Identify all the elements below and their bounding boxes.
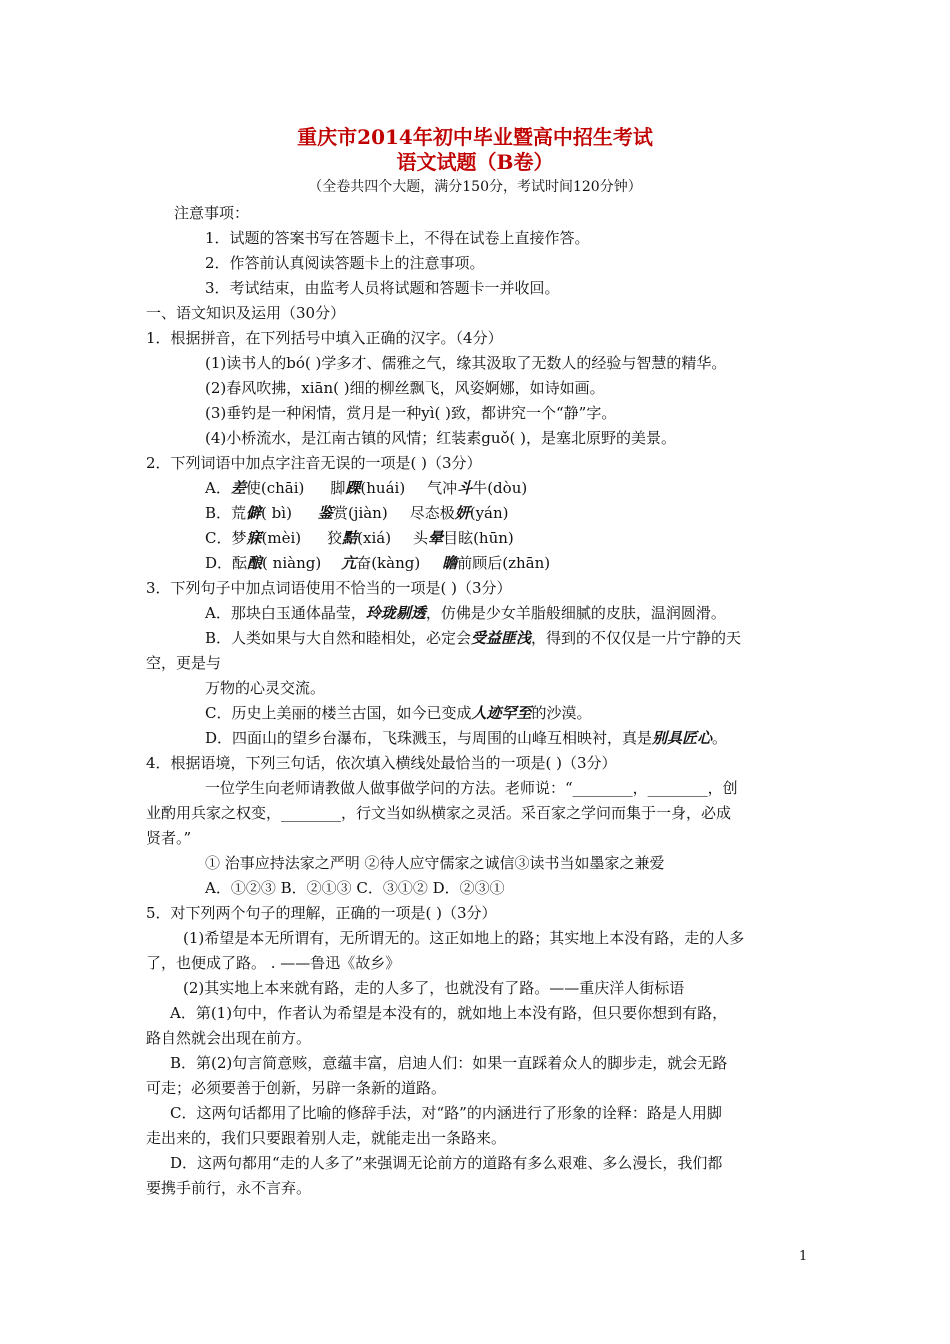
q5-option-c-cont: 走出来的，我们只要跟着别人走，就能走出一条路来。 bbox=[146, 1129, 507, 1147]
q2-option-a: A．差使(chāi) 脚踝(huái) 气冲斗牛(dòu) bbox=[205, 479, 528, 497]
q3-option-a: A．那块白玉通体晶莹，玲珑剔透，仿佛是少女羊脂般细腻的皮肤，温润圆滑。 bbox=[205, 604, 726, 622]
q5-option-d: D．这两句都用“走的人多了”来强调无论前方的道路有多么艰难、多么漫长，我们都 bbox=[170, 1154, 723, 1172]
note-item: 2．作答前认真阅读答题卡上的注意事项。 bbox=[205, 254, 485, 272]
q5-option-c: C．这两句话都用了比喻的修辞手法，对“路”的内涵进行了形象的诠释：路是人用脚 bbox=[170, 1104, 722, 1122]
q5-option-a-cont: 路自然就会出现在前方。 bbox=[146, 1029, 312, 1047]
q1-item: (2)春风吹拂，xiān( )细的柳丝飘飞，风姿婀娜，如诗如画。 bbox=[205, 379, 605, 397]
exam-subtitle: 语文试题（B卷） bbox=[396, 150, 554, 174]
notes-heading: 注意事项： bbox=[174, 204, 250, 222]
q5-sentence: (1)希望是本无所谓有，无所谓无的。这正如地上的路；其实地上本没有路，走的人多 bbox=[183, 929, 745, 947]
q3-stem: 3．下列句子中加点词语使用不恰当的一项是( )（3分） bbox=[146, 579, 512, 597]
q1-item: (4)小桥流水，是江南古镇的风情；红装素guǒ( )，是塞北原野的美景。 bbox=[205, 429, 677, 447]
q1-stem: 1．根据拼音，在下列括号中填入正确的汉字。（4分） bbox=[146, 329, 503, 347]
q4-passage: 一位学生向老师请教做人做事做学问的方法。老师说：“________，________，创 bbox=[205, 779, 738, 797]
exam-title: 重庆市2014年初中毕业暨高中招生考试 bbox=[297, 125, 653, 149]
q5-sentence: 了，也便成了路。 . ——鲁迅《故乡》 bbox=[146, 954, 401, 972]
q1-item: (3)垂钓是一种闲情，赏月是一种yì( )致，都讲究一个“静”字。 bbox=[205, 404, 617, 422]
q2-option-b: B．荒僻( bì) 鉴赏(jiàn) 尽态极妍(yán) bbox=[205, 504, 509, 522]
q4-passage: 业酌用兵家之权变，________，行文当如纵横家之灵活。采百家之学问而集于一身，必成 bbox=[146, 804, 732, 822]
q4-choices: A．①②③ B．②①③ C．③①② D．②③① bbox=[205, 879, 505, 897]
q3-option-b-cont: 空，更是与 bbox=[146, 654, 222, 672]
q2-option-d: D．酝酿( niàng) 亢奋(kàng) 瞻前顾后(zhān) bbox=[205, 554, 551, 572]
q5-option-d-cont: 要携手前行，永不言弃。 bbox=[146, 1179, 312, 1197]
q5-option-a: A．第(1)句中，作者认为希望是本没有的，就如地上本没有路，但只要你想到有路， bbox=[170, 1004, 728, 1022]
q2-option-c: C．梦寐(mèi) 狡黠(xiá) 头晕目眩(hūn) bbox=[205, 529, 514, 547]
q3-option-d: D．四面山的望乡台瀑布，飞珠溅玉，与周围的山峰互相映衬，真是别具匠心。 bbox=[205, 729, 728, 747]
q5-sentence: (2)其实地上本来就有路，走的人多了，也就没有了路。——重庆洋人街标语 bbox=[183, 979, 685, 997]
q5-stem: 5．对下列两个句子的理解，正确的一项是( )（3分） bbox=[146, 904, 497, 922]
exam-info: （全卷共四个大题，满分150分，考试时间120分钟） bbox=[308, 179, 642, 195]
q3-option-b-cont: 万物的心灵交流。 bbox=[205, 679, 326, 697]
note-item: 1．试题的答案书写在答题卡上，不得在试卷上直接作答。 bbox=[205, 229, 590, 247]
note-item: 3．考试结束，由监考人员将试题和答题卡一并收回。 bbox=[205, 279, 560, 297]
q5-option-b-cont: 可走；必须要善于创新，另辟一条新的道路。 bbox=[146, 1079, 447, 1097]
q1-item: (1)读书人的bó( )学多才、儒雅之气，缘其汲取了无数人的经验与智慧的精华。 bbox=[205, 354, 727, 372]
q5-option-b: B．第(2)句言简意赅，意蕴丰富，启迪人们：如果一直踩着众人的脚步走，就会无路 bbox=[170, 1054, 728, 1072]
page-number: 1 bbox=[799, 1249, 808, 1264]
q4-sentences: ① 治事应持法家之严明 ②待人应守儒家之诚信③读书当如墨家之兼爱 bbox=[205, 854, 665, 872]
q2-stem: 2．下列词语中加点字注音无误的一项是( )（3分） bbox=[146, 454, 482, 472]
q3-option-b: B．人类如果与大自然和睦相处，必定会受益匪浅，得到的不仅仅是一片宁静的天 bbox=[205, 629, 742, 647]
section-heading: 一、语文知识及运用（30分） bbox=[146, 304, 346, 322]
q3-option-c: C．历史上美丽的楼兰古国，如今已变成人迹罕至的沙漠。 bbox=[205, 704, 592, 722]
q4-passage: 贤者。” bbox=[146, 829, 192, 847]
q4-stem: 4．根据语境，下列三句话，依次填入横线处最恰当的一项是( )（3分） bbox=[146, 754, 617, 772]
